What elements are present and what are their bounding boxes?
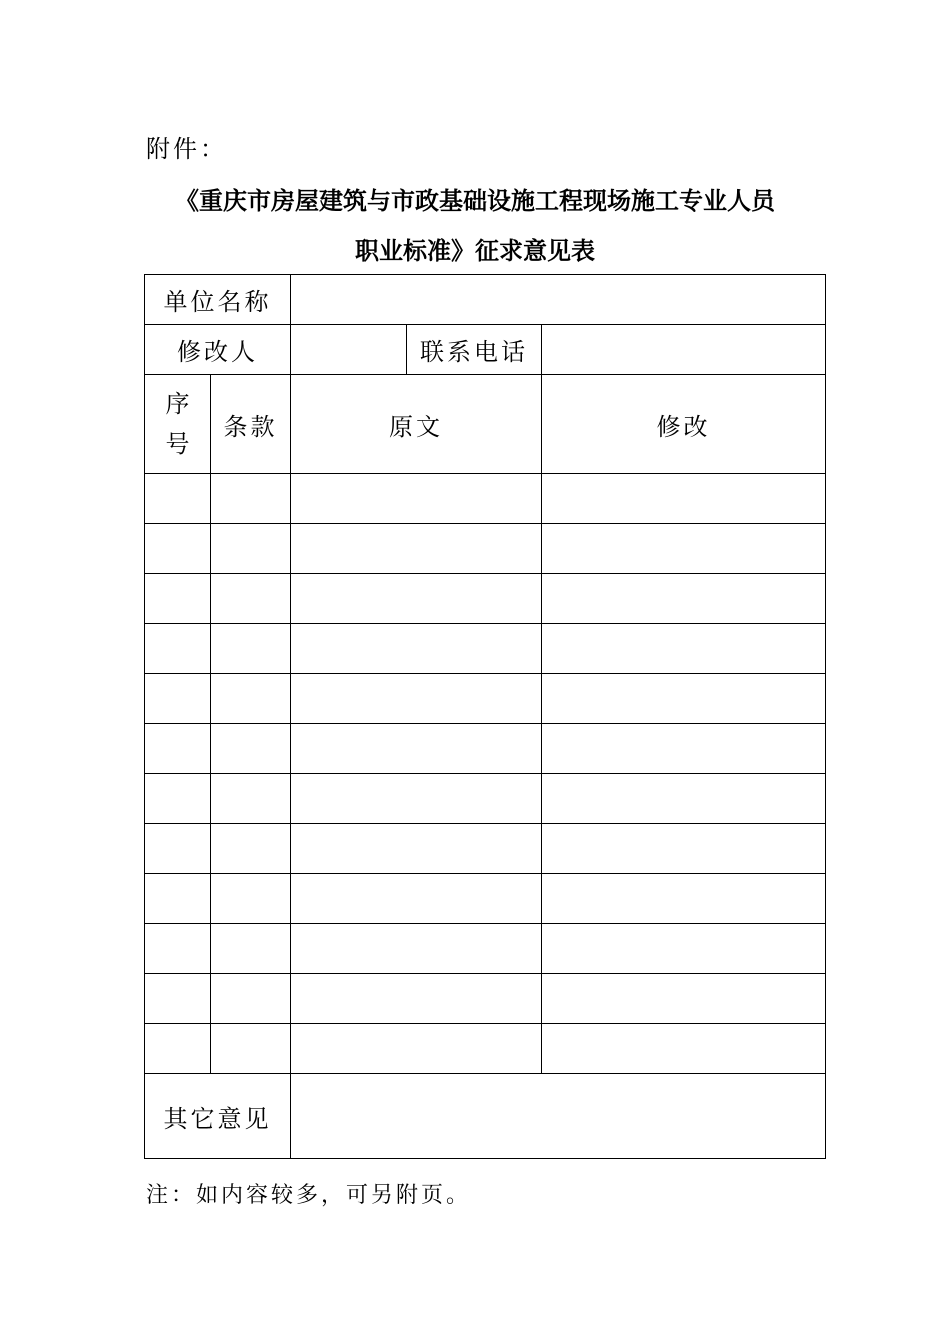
table-row <box>145 674 826 724</box>
seq-cell[interactable] <box>145 624 211 674</box>
clause-cell[interactable] <box>211 874 291 924</box>
reviser-field[interactable] <box>291 325 407 375</box>
revision-cell[interactable] <box>542 1024 826 1074</box>
revision-cell[interactable] <box>542 474 826 524</box>
table-row <box>145 524 826 574</box>
seq-cell[interactable] <box>145 1024 211 1074</box>
seq-cell[interactable] <box>145 924 211 974</box>
table-row <box>145 574 826 624</box>
revision-cell[interactable] <box>542 624 826 674</box>
unit-name-field[interactable] <box>291 275 826 325</box>
unit-name-row <box>145 275 826 325</box>
form-title-line-2: 职业标准》征求意见表 <box>355 237 595 265</box>
footnote: 注：如内容较多，可另附页。 <box>146 1183 472 1208</box>
column-header-seq-text: 序号 <box>165 390 190 458</box>
clause-cell[interactable] <box>211 1024 291 1074</box>
clause-cell[interactable] <box>211 974 291 1024</box>
seq-cell[interactable] <box>145 524 211 574</box>
clause-cell[interactable] <box>211 524 291 574</box>
revision-cell[interactable] <box>542 774 826 824</box>
seq-cell[interactable] <box>145 874 211 924</box>
reviser-row <box>145 325 826 375</box>
form-title-line-1: 《重庆市房屋建筑与市政基础设施工程现场施工专业人员 <box>175 187 775 215</box>
other-opinions-field[interactable] <box>291 1074 826 1159</box>
table-row <box>145 1024 826 1074</box>
clause-cell[interactable] <box>211 474 291 524</box>
revision-cell[interactable] <box>542 724 826 774</box>
other-opinions-row <box>145 1074 826 1159</box>
attachment-label: 附件： <box>146 135 227 163</box>
reviser-label: 修改人 <box>145 325 291 375</box>
column-header-original: 原文 <box>291 375 542 474</box>
column-header-row <box>145 375 826 474</box>
original-cell[interactable] <box>291 624 542 674</box>
table-row <box>145 624 826 674</box>
seq-cell[interactable] <box>145 774 211 824</box>
original-cell[interactable] <box>291 574 542 624</box>
revision-cell[interactable] <box>542 974 826 1024</box>
revision-cell[interactable] <box>542 874 826 924</box>
table-row <box>145 824 826 874</box>
table-row <box>145 774 826 824</box>
original-cell[interactable] <box>291 724 542 774</box>
seq-cell[interactable] <box>145 724 211 774</box>
column-header-seq <box>145 375 211 474</box>
clause-cell[interactable] <box>211 824 291 874</box>
original-cell[interactable] <box>291 524 542 574</box>
phone-field[interactable] <box>542 325 826 375</box>
clause-cell[interactable] <box>211 624 291 674</box>
phone-label: 联系电话 <box>407 325 542 375</box>
clause-cell[interactable] <box>211 724 291 774</box>
original-cell[interactable] <box>291 974 542 1024</box>
original-cell[interactable] <box>291 674 542 724</box>
revision-cell[interactable] <box>542 924 826 974</box>
column-header-revision: 修改 <box>542 375 826 474</box>
original-cell[interactable] <box>291 924 542 974</box>
table-row <box>145 474 826 524</box>
clause-cell[interactable] <box>211 674 291 724</box>
revision-cell[interactable] <box>542 574 826 624</box>
other-opinions-label: 其它意见 <box>145 1074 291 1159</box>
seq-cell[interactable] <box>145 474 211 524</box>
table-row <box>145 974 826 1024</box>
original-cell[interactable] <box>291 474 542 524</box>
original-cell[interactable] <box>291 824 542 874</box>
feedback-form-table <box>144 274 826 1159</box>
seq-cell[interactable] <box>145 824 211 874</box>
table-row <box>145 724 826 774</box>
clause-cell[interactable] <box>211 574 291 624</box>
revision-cell[interactable] <box>542 674 826 724</box>
original-cell[interactable] <box>291 874 542 924</box>
seq-cell[interactable] <box>145 574 211 624</box>
table-row <box>145 874 826 924</box>
seq-cell[interactable] <box>145 974 211 1024</box>
revision-cell[interactable] <box>542 824 826 874</box>
original-cell[interactable] <box>291 774 542 824</box>
clause-cell[interactable] <box>211 774 291 824</box>
column-header-clause: 条款 <box>211 375 291 474</box>
table-row <box>145 924 826 974</box>
revision-cell[interactable] <box>542 524 826 574</box>
seq-cell[interactable] <box>145 674 211 724</box>
clause-cell[interactable] <box>211 924 291 974</box>
original-cell[interactable] <box>291 1024 542 1074</box>
unit-name-label: 单位名称 <box>145 275 291 325</box>
